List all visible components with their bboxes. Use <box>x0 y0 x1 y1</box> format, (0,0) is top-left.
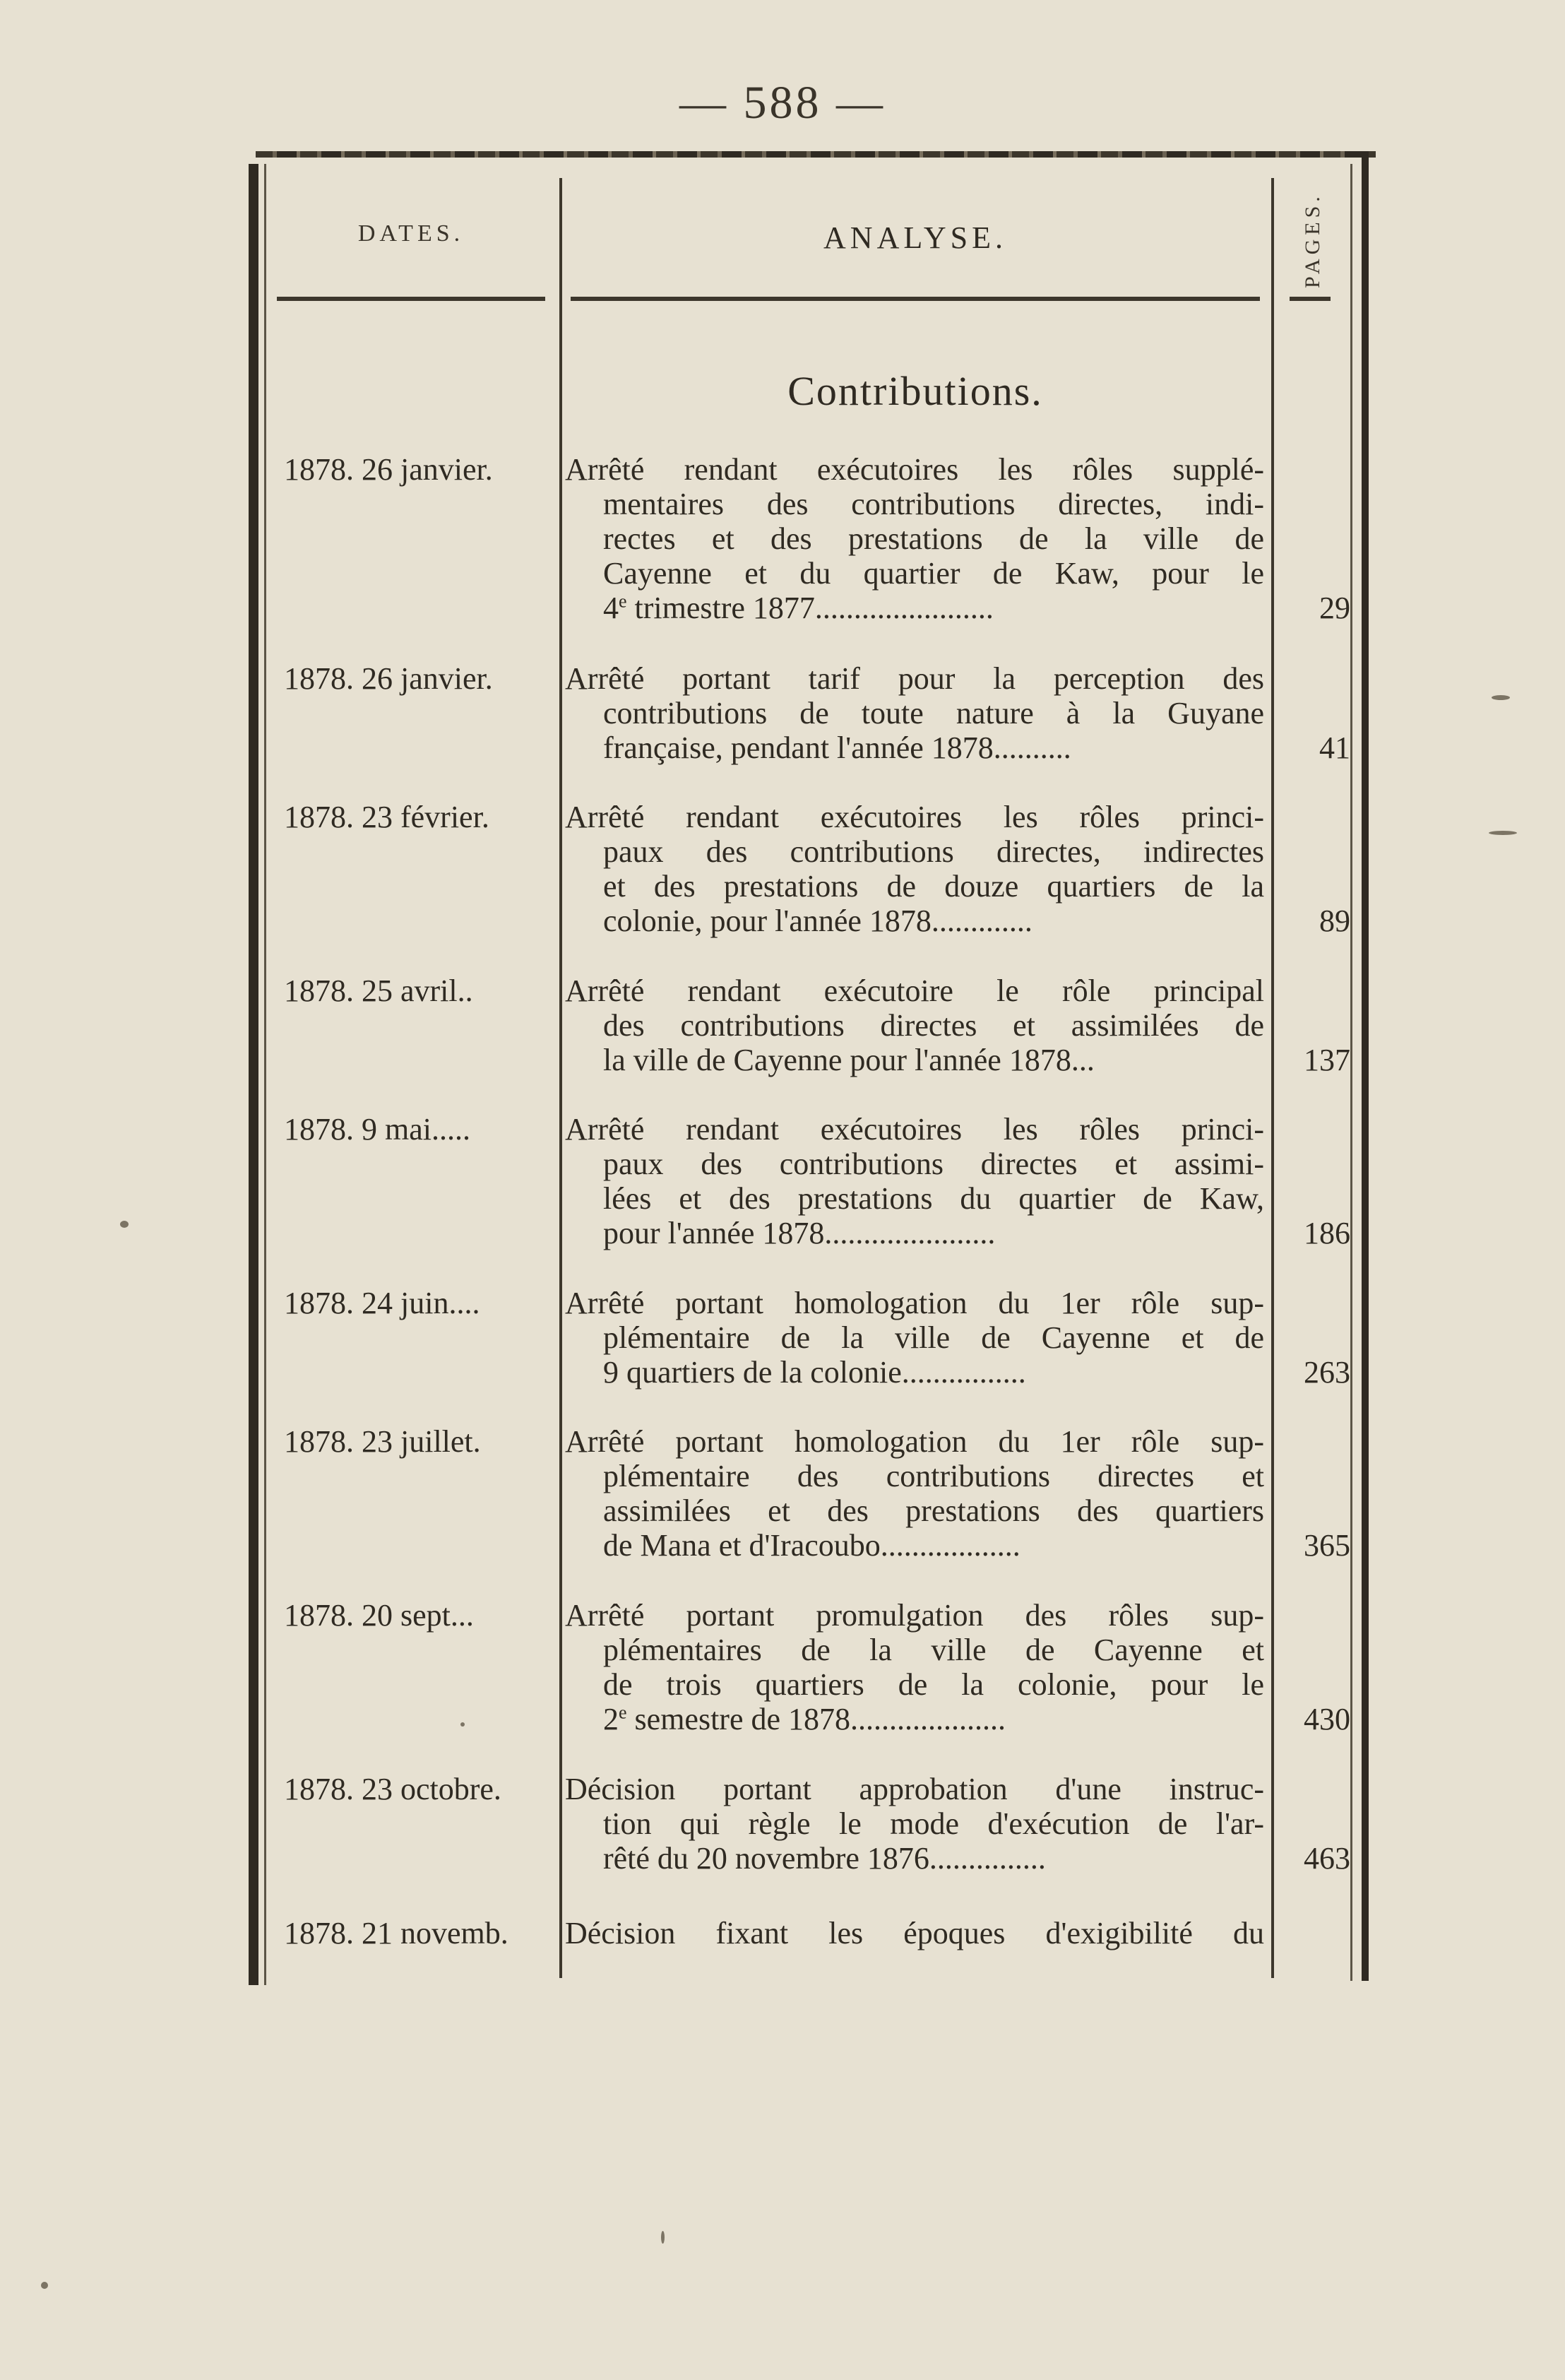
analysis-line: pour l'année 1878...................... <box>603 1216 996 1250</box>
entry-page: 263 <box>1304 1355 1350 1390</box>
analysis-line: des contributions directes et assimilées de <box>603 1008 1264 1043</box>
entry-date: 1878. 26 janvier. <box>284 661 493 696</box>
analysis-line: Arrêté portant promulgation des rôles sup- <box>565 1598 1264 1633</box>
entry-page: 41 <box>1319 730 1350 765</box>
header-rule-dates <box>277 297 545 301</box>
column-divider-dates <box>559 178 562 1978</box>
analysis-line: paux des contributions directes et assimi- <box>603 1147 1264 1181</box>
analysis-line: colonie, pour l'année 1878............. <box>603 904 1033 938</box>
entry-analysis <box>565 1424 1264 1563</box>
entry-date: 1878. 23 juillet. <box>284 1424 481 1459</box>
analysis-line: Cayenne et du quartier de Kaw, pour le <box>603 556 1264 591</box>
analysis-line: assimilées et des prestations des quartiers <box>603 1493 1264 1528</box>
entry-analysis <box>565 800 1264 938</box>
column-header-dates: DATES. <box>357 220 465 247</box>
entry-page: 29 <box>1319 591 1350 625</box>
paper-speck <box>1492 695 1510 700</box>
analysis-line: 9 quartiers de la colonie................ <box>603 1355 1026 1390</box>
entry-analysis <box>565 1598 1264 1736</box>
paper-speck <box>120 1221 129 1228</box>
entry-analysis <box>565 1772 1264 1876</box>
analysis-line-text: trimestre 1877....................... <box>634 591 994 625</box>
entry-date: 1878. 26 janvier. <box>284 452 493 487</box>
analysis-line: de trois quartiers de la colonie, pour le <box>603 1667 1264 1702</box>
ordinal-suffix: e <box>619 1702 627 1723</box>
analysis-line-text: semestre de 1878.................... <box>634 1702 1006 1736</box>
analysis-line: la ville de Cayenne pour l'année 1878... <box>603 1043 1095 1077</box>
entry-date: 1878. 24 juin.... <box>284 1286 480 1320</box>
analysis-line: plémentaire de la ville de Cayenne et de <box>603 1320 1264 1355</box>
entry-page: 186 <box>1304 1216 1350 1250</box>
table-left-border <box>249 164 258 1985</box>
analysis-line: lées et des prestations du quartier de Kaw, <box>603 1181 1264 1216</box>
entry-analysis <box>565 973 1264 1077</box>
ordinal-number: 4 <box>603 591 619 625</box>
analysis-line: plémentaire des contributions directes et <box>603 1459 1264 1493</box>
entry-date: 1878. 21 novemb. <box>284 1916 508 1950</box>
entry-analysis <box>565 452 1264 625</box>
analysis-line: française, pendant l'année 1878.......... <box>603 730 1071 765</box>
analysis-line: rectes et des prestations de la ville de <box>603 521 1264 556</box>
entry-date: 1878. 9 mai..... <box>284 1112 470 1147</box>
analysis-line: Arrêté rendant exécutoires les rôles princi- <box>565 800 1264 834</box>
entry-analysis <box>565 1916 1264 1950</box>
header-rule-pages <box>1290 297 1331 301</box>
analysis-line: Arrêté rendant exécutoires les rôles princi- <box>565 1112 1264 1147</box>
entry-analysis <box>565 1286 1264 1390</box>
ordinal-suffix: e <box>619 591 627 612</box>
analysis-line: mentaires des contributions directes, indi- <box>603 487 1264 521</box>
entry-date: 1878. 20 sept... <box>284 1598 474 1633</box>
entry-page: 89 <box>1319 904 1350 938</box>
header-rule-analysis <box>571 297 1260 301</box>
entry-date: 1878. 23 octobre. <box>284 1772 501 1806</box>
paper-speck <box>661 2231 665 2244</box>
analysis-line: Arrêté rendant exécutoires les rôles supplé- <box>565 452 1264 487</box>
paper-speck <box>460 1722 465 1727</box>
table-top-rule <box>256 151 1376 158</box>
entry-date: 1878. 25 avril.. <box>284 973 473 1008</box>
analysis-line: Arrêté portant homologation du 1er rôle sup- <box>565 1286 1264 1320</box>
analysis-line: Arrêté portant tarif pour la perception des <box>565 661 1264 696</box>
analysis-line <box>565 591 1264 625</box>
table-right-border <box>1362 151 1369 1981</box>
analysis-line: rêté du 20 novembre 1876............... <box>603 1841 1046 1876</box>
column-header-analysis: ANALYSE. <box>823 220 1007 255</box>
analysis-line: Décision portant approbation d'une instruc- <box>565 1772 1264 1806</box>
analysis-line: de Mana et d'Iracoubo.................. <box>603 1528 1020 1563</box>
entry-date: 1878. 23 février. <box>284 800 489 834</box>
entry-page: 430 <box>1304 1702 1350 1736</box>
table-right-inner-border <box>1350 164 1352 1981</box>
analysis-line: et des prestations de douze quartiers de la <box>603 869 1264 904</box>
paper-speck <box>41 2282 48 2289</box>
paper-speck <box>1489 831 1517 835</box>
entry-analysis <box>565 661 1264 765</box>
analysis-line: paux des contributions directes, indirectes <box>603 834 1264 869</box>
entry-page: 365 <box>1304 1528 1350 1563</box>
analysis-line: Décision fixant les époques d'exigibilité du <box>565 1916 1264 1950</box>
column-divider-pages <box>1271 178 1274 1978</box>
page-number: — 588 — <box>679 77 886 129</box>
analysis-line: tion qui règle le mode d'exécution de l'ar- <box>603 1806 1264 1841</box>
analysis-line <box>565 1702 1264 1736</box>
analysis-line: plémentaires de la ville de Cayenne et <box>603 1633 1264 1667</box>
column-header-pages: PAGES. <box>1301 192 1324 288</box>
analysis-line: Arrêté portant homologation du 1er rôle sup- <box>565 1424 1264 1459</box>
analysis-line: contributions de toute nature à la Guyane <box>603 696 1264 730</box>
analysis-line: Arrêté rendant exécutoire le rôle principal <box>565 973 1264 1008</box>
ordinal-number: 2 <box>603 1702 619 1736</box>
table-left-inner-border <box>264 164 266 1985</box>
entry-page: 137 <box>1304 1043 1350 1077</box>
section-title: Contributions. <box>787 368 1043 414</box>
entry-analysis <box>565 1112 1264 1250</box>
entry-page: 463 <box>1304 1841 1350 1876</box>
